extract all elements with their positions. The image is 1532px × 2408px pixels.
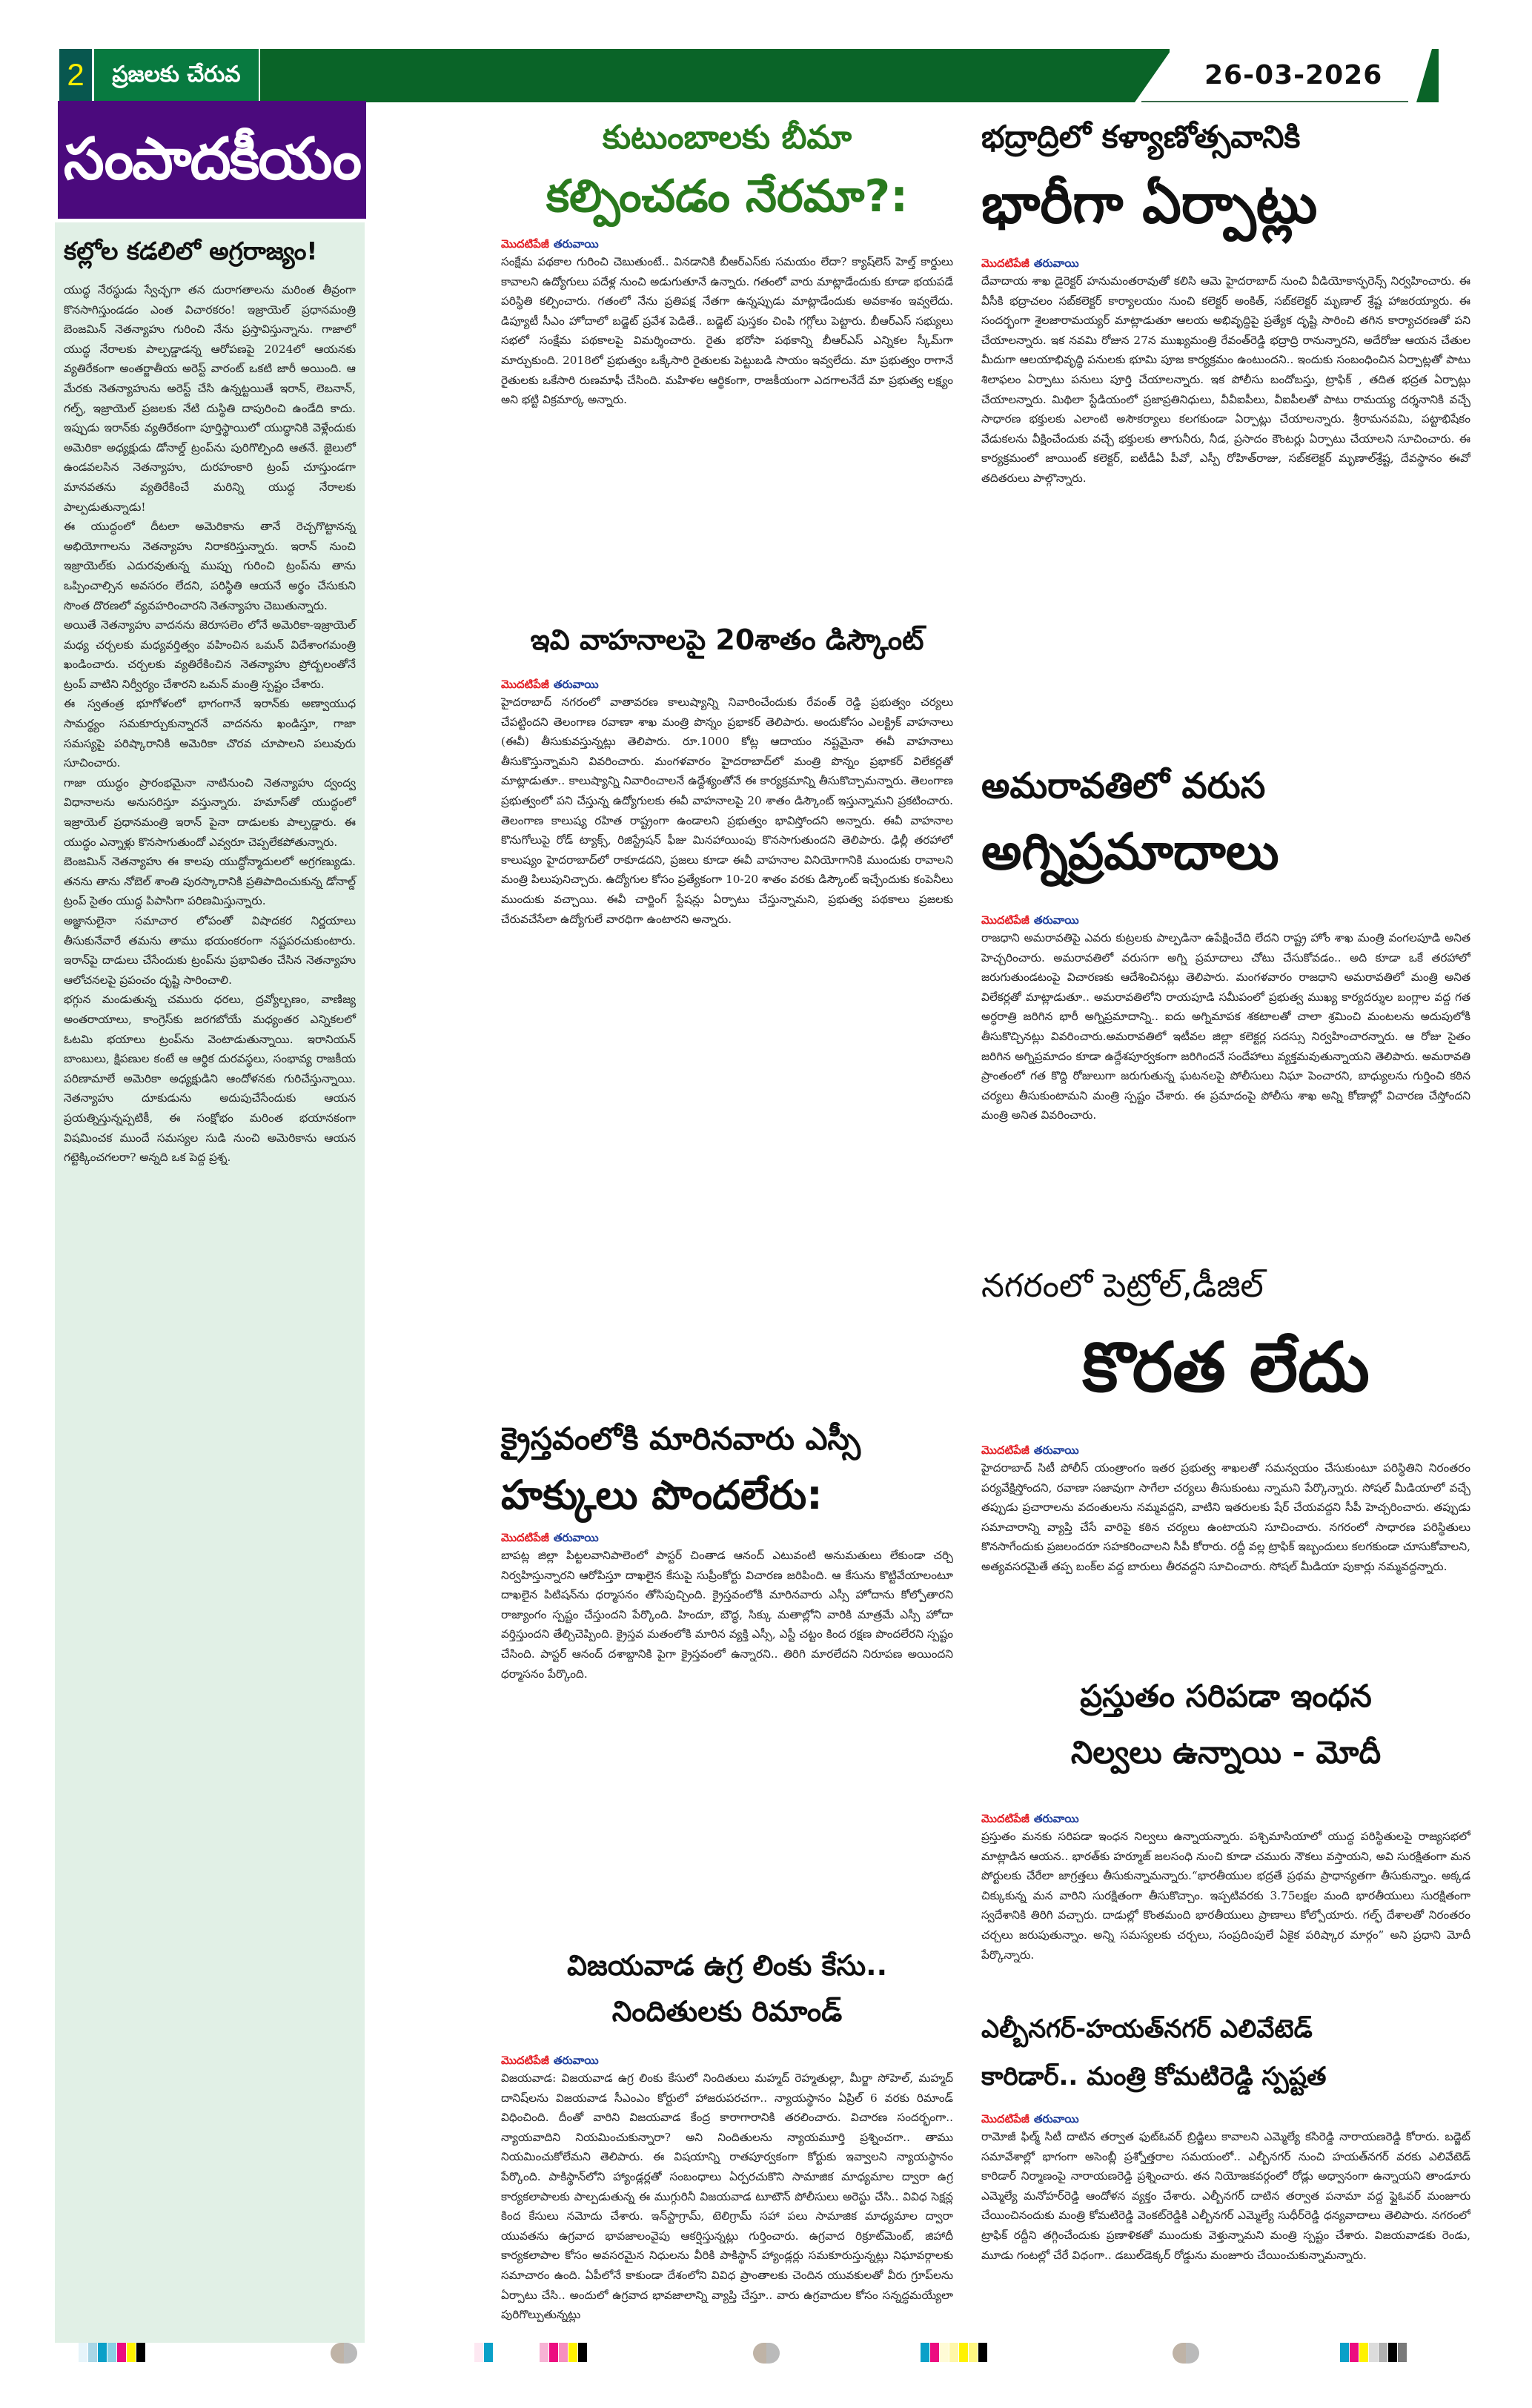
headline-vijayawada-1: విజయవాడ ఉగ్ర లింకు కేసు.. — [566, 1949, 888, 1982]
article-modi-fuel — [981, 1668, 1470, 2005]
article-body: రామోజీ ఫిల్మ్ సిటీ దాటిన తర్వాత ఫుట్‌ఓవర్ బ్రిడ్జిలు కావాలని ఎమ్మెల్యే కసిరెడ్డి నారాయణరెడ్డి కోరారు. బడ్జెట్ సమావేశాల్లో భాగంగా అసెంబ్లీ ప్రశ్నోత్తరాల సమయంలో.. ఎల్బీనగర్ నుంచి హయత్‌నగర్ వరకు ఎలివేటెడ్ కారిడార్ నిర్మాణంపై నారాయణరెడ్డి ప్రశ్నించారు. తన నియోజకవర్గంలో రోడ్లు అధ్వానంగా ఉన్నాయని తాండూరు ఎమ్మెల్యే మనోహర్‌రెడ్డి ఆందోళన వ్యక్తం చేశారు. ఎల్బీనగర్ దాటిన తర్వాత పనామా వద్ద ఫ్లైఓవర్ మంజూరు చేయించినందుకు మంత్రి కోమటిరెడ్డి వెంకట్‌రెడ్డికి ఎల్బీనగర్ ఎమ్మెల్యే సుధీర్‌రెడ్డి ధన్యవాదాలు తెలిపారు. నగరంలో ట్రాఫిక్ రద్దీని తగ్గించేందుకు ప్రణాళికతో ముందుకు వెళ్తున్నామని మంత్రి స్పష్టం చేశారు. విజయవాడకు రెండు, మూడు గంటల్లో చేరే విధంగా.. డబుల్‌డెక్కర్ రోడ్డును మంజూరు చేయించుకున్నామన్నారు. — [981, 2130, 1470, 2262]
headline-insurance-1: కుటుంబాలకు బీమా — [602, 119, 852, 156]
editorial-paragraph: ఈ స్వతంత్ర భూగోళంలో భాగంగానే ఇరాన్‌కు అణ్వాయుధ సామర్థ్యం సమకూర్చుకున్నారనే వాదనను ఖండిస్తూ, గాజా సమస్యపై పరిష్కారానికి అమెరికా చొరవ చూపాలని పలువురు సూచించారు. — [64, 697, 356, 770]
byline-continued: తరువాయి — [553, 678, 599, 691]
editorial-paragraph: బెంజమిన్ నెతన్యాహు ఈ కాలపు యుద్ధోన్మాదులలో అగ్రగణ్యుడు. తనను తాను నోబెల్ శాంతి పురస్కారానికి ప్రతిపాదించుకున్న డోనాల్డ్ ట్రంప్ సైతం యుద్ధ పిపాసిగా పరిణమిస్తున్నారు. — [64, 855, 356, 908]
headline-christianity-1: క్రైస్తవంలోకి మారినవారు ఎస్సీ — [501, 1420, 861, 1457]
color-registration-strip — [1340, 2343, 1407, 2364]
color-swatch — [940, 2343, 949, 2362]
byline — [981, 912, 1470, 928]
byline — [981, 255, 1470, 271]
headline-bhadradri-2: భారీగా ఏర్పాట్లు — [981, 172, 1318, 236]
byline-continued: తరువాయి — [1033, 913, 1079, 927]
color-swatch — [1340, 2343, 1349, 2362]
byline — [981, 1442, 1470, 1458]
color-swatch — [930, 2343, 939, 2362]
article-bhadradri — [981, 111, 1470, 701]
color-swatch — [127, 2343, 136, 2362]
color-swatch — [474, 2343, 483, 2362]
headline-fuel-2: కొరత లేదు — [1082, 1328, 1370, 1407]
color-registration-strip — [79, 2343, 146, 2364]
editorial-paragraph: ఈ యుద్ధంలో దీటలా అమెరికాను తానే రెచ్చగొట్టానన్న అభియోగాలను నెతన్యాహు నిరాకరిస్తున్నారు. ఇరాన్ నుంచి ఇజ్రాయెల్‌కు ఎదురవుతున్న ముప్పు గురించి ట్రంప్‌ను తాను ఒప్పించాల్సిన అవసరం లేదని, పరిస్థితి ఆయనే అర్థం చేసుకుని సొంత దొరణలో వ్యవహరించారని నెతన్యాహు చెబుతున్నారు. — [64, 520, 356, 612]
color-swatch — [568, 2343, 577, 2362]
article-body: హైదరాబాద్ నగరంలో వాతావరణ కాలుష్యాన్ని నివారించేందుకు రేవంత్ రెడ్డి ప్రభుత్వం చర్యలు చేపట్టిందని తెలంగాణ రవాణా శాఖ మంత్రి పొన్నం ప్రభాకర్ తెలిపారు. అందుకోసం ఎలక్ట్రిక్ వాహనాలు (ఈవీ) తీసుకువస్తున్నట్లు తెలిపారు. రూ.1000 కోట్ల ఆదాయం నష్టమైనా ఈవీ వాహనాలు తీసుకొస్తున్నామని వివరించారు. మంగళవారం హైదరాబాద్‌లో మంత్రి పొన్నం ప్రభాకర్ విలేకర్లతో మాట్లాడుతూ.. కాలుష్యాన్ని నివారించాలనే ఉద్దేశ్యంతోనే ఈ కార్యక్రమాన్ని తీసుకొచ్చామన్నారు. తెలంగాణ ప్రభుత్వంలో పని చేస్తున్న ఉద్యోగులకు ఈవీ వాహనాలపై 20 శాతం డిస్కౌంట్ ఇస్తున్నామని ప్రకటించారు. తెలంగాణ కాలుష్య రహిత రాష్ట్రంగా ఉండాలని ప్రభుత్వం భావిస్తోందని అన్నారు. ఈవీ వాహనాల కొనుగోలుపై రోడ్ ట్యాక్స్, రిజిస్ట్రేషన్ ఫీజు మినహాయింపు కొనసాగుతుందని తెలిపారు. ఢిల్లీ తరహాలో కాలుష్యం హైదరాబాద్‌లో రాకూడదని, ప్రజలు కూడా ఈవీ వాహనాల వినియోగానికి ముందుకు రావాలని మంత్రి పిలుపునిచ్చారు. ఉద్యోగుల కోసం ప్రత్యేకంగా 10-20 శాతం వరకు డిస్కౌంట్ ఇచ్చేందుకు కంపెనీలు ముందుకు వచ్చాయి. ఈవీ చార్జింగ్ స్టేషన్లు ఏర్పాటు చేస్తున్నామని, ప్రభుత్వ పథకాలు ప్రజలకు చేరువచేసేలా ఉద్యోగులే వారధిగా ఉంటారని అన్నారు. — [501, 695, 953, 926]
byline-first-page: మొదటిపేజీ — [981, 1812, 1029, 1825]
byline-continued: తరువాయి — [1033, 2112, 1079, 2126]
editorial-paragraph: గాజా యుద్ధం ప్రారంభమైనా నాటినుంచి నెతన్యాహు ద్వంద్వ విధానాలను అనుసరిస్తూ వస్తున్నారు. హమాస్‌తో యుద్ధంలో ఇజ్రాయెల్ ప్రధానమంత్రి ఇరాన్ పైనా దాడులకు పాల్పడ్డారు. ఈ యుద్ధం ఎన్నాళ్లు కొనసాగుతుందో ఎవ్వరూ చెప్పలేకపోతున్నారు. — [64, 775, 356, 849]
color-swatch — [136, 2343, 145, 2362]
color-swatch — [107, 2343, 116, 2362]
color-registration-strip — [540, 2343, 588, 2364]
color-swatch — [949, 2343, 958, 2362]
article-insurance — [501, 111, 953, 623]
article-christianity — [501, 1412, 953, 1872]
editorial-body — [64, 280, 356, 1168]
article-fuel-shortage — [981, 1257, 1470, 1658]
byline-first-page: మొదటిపేజీ — [501, 678, 549, 691]
byline — [501, 2052, 953, 2068]
date-underline — [1141, 101, 1408, 102]
article-body: హైదరాబాద్ సిటీ పోలీస్ యంత్రాంగం ఇతర ప్రభుత్వ శాఖలతో సమన్వయం చేసుకుంటూ పరిస్థితిని నిరంతరం పర్యవేక్షిస్తోందని, రవాణా సజావుగా సాగేలా చర్యలు తీసుకుంటు న్నామని పేర్కొన్నారు. సోషల్ మీడియాలో వచ్చే తప్పుడు ప్రచారాలను వదంతులను నమ్మవద్దని, వాటిని ఇతరులకు షేర్ చేయవద్దని సీపీ హెచ్చరించారు. తప్పుడు సమాచారాన్ని వ్యాప్తి చేసే వారిపై కఠిన చర్యలు ఉంటాయని సూచించారు. నగరంలో సాధారణ పరిస్థితులు కొనసాగేందుకు ప్రజలందరూ సహకరించాలని సీపీ కోరారు. రద్దీ వల్ల ట్రాఫిక్ ఇబ్బందులు కలగకుండా చూసుకోవాలని, అత్యవసరమైతే తప్ప బంక్‌ల వద్ద బారులు తీరవద్దని సూచించారు. సోషల్ మీడియా పుకార్లు నమ్మవద్దన్నారు. — [981, 1461, 1470, 1573]
editorial-banner: సంపాదకీయం — [58, 101, 366, 219]
byline-first-page: మొదటిపేజీ — [981, 913, 1029, 927]
article-body: సంక్షేమ పథకాల గురించి చెబుతుంటే.. వినడానికి బీఆర్‌ఎస్‌కు సమయం లేదా? క్యాష్‌లెస్ హెల్త్ కార్డులు కావాలని ఉద్యోగులు పదేళ్ల నుంచి అడుగుతూనే ఉన్నారు. గతంలో వారు మాట్లాడేందుకు కూడా భయపడే పరిస్థితి కల్పించారు. గతంలో నేను ప్రతిపక్ష నేతగా ఉన్నప్పుడు మాట్లాడేందుకు అవకాశం ఇవ్వలేదు. డిప్యూటీ సీఎం హోదాలో బడ్జెట్ ప్రవేశ పెడితే.. బడ్జెట్ పుస్తకం చింపి గగ్గోలు పెట్టారు. బీఆర్‌ఎస్ సభ్యులు సభలో సంక్షేమ పథకాలపై విమర్శించారు. రైతు భరోసా పథకాన్ని బీఆర్‌ఎస్ ఎన్నికల స్కీమ్‌గా మార్చుకుంది. 2018లో ప్రభుత్వం ఒక్కేసారి రైతులకు పెట్టుబడి సాయం ఇవ్వలేదు. మా ప్రభుత్వం రాగానే రైతులకు ఒకేసారి రుణమాఫీ చేసింది. మహిళల ఆర్థికంగా, రాజకీయంగా ఎదగాలనేదే మా ప్రభుత్వ లక్ష్యం అని భట్టి విక్రమార్క అన్నారు. — [501, 255, 953, 407]
headline-vijayawada-2: నిందితులకు రిమాండ్ — [611, 1995, 843, 2028]
color-registration-strip — [921, 2343, 988, 2364]
byline-first-page: మొదటిపేజీ — [981, 2112, 1029, 2126]
editorial-title: కల్లోల కడలిలో అగ్రరాజ్యం! — [64, 236, 318, 265]
color-swatch — [959, 2343, 968, 2362]
byline — [981, 2111, 1470, 2127]
editorial-paragraph: యుద్ధ నేరస్థుడు స్వేచ్ఛగా తన దురాగతాలను మరింత తీవ్రంగా కొనసాగిస్తుండడం ఎంత విచారకరం! ఇజ్రాయెల్ ప్రధానమంత్రి బెంజమిన్ నెతన్యాహు గురించి నేను ప్రస్తావిస్తున్నాను. గాజాలో యుద్ధ నేరాలకు పాల్పడ్డాడన్న ఆరోపణపై 2024లో ఆయనకు వ్యతిరేకంగా అంతర్జాతీయ అరెస్ట్ వారంట్ ఒకటి జారీ అయింది. ఆ మేరకు నెతన్యాహును అరెస్ట్ చేసి ఉన్నట్టయితే ఇరాన్, లెబనాన్, గల్ఫ్, ఇజ్రాయెల్ ప్రజలకు నేటి దుస్థితి దాపురించి ఉండేది కాదు. ఇప్పుడు ఇరాన్‌కు వ్యతిరేకంగా పూర్తిస్థాయిలో యుద్ధానికి వెళ్లేందుకు అమెరికా అధ్యక్షుడు డోనాల్డ్ ట్రంప్‌ను పురిగొల్పింది ఆతనే. జైలులో ఉండవలసిన నెతన్యాహు, దురహంకారి ట్రంప్ చూస్తుండగా మానవతను వ్యతిరేకించే మరిన్ని యుద్ధ నేరాలకు పాల్పడుతున్నాడు! — [64, 283, 356, 514]
color-swatch — [921, 2343, 929, 2362]
color-swatch — [484, 2343, 493, 2362]
byline-first-page: మొదటిపేజీ — [501, 237, 549, 251]
headline-fuel-1: నగరంలో పెట్రోల్,డీజిల్ — [981, 1267, 1264, 1305]
color-swatch — [1398, 2343, 1407, 2362]
byline — [501, 1529, 953, 1546]
headline-ev-discount: ఇవి వాహనాలపై 20శాతం డిస్కౌంట్ — [530, 624, 924, 656]
color-swatch — [1388, 2343, 1397, 2362]
byline — [981, 1810, 1470, 1827]
byline-first-page: మొదటిపేజీ — [501, 2054, 549, 2067]
color-swatch — [978, 2343, 987, 2362]
color-swatch — [1350, 2343, 1359, 2362]
byline-continued: తరువాయి — [1033, 1443, 1079, 1457]
byline-continued: తరువాయి — [553, 237, 599, 251]
byline-first-page: మొదటిపేజీ — [981, 257, 1029, 270]
headline-amaravati-2: అగ్నిప్రమాదాలు — [981, 823, 1279, 882]
headline-insurance-2: కల్పించడం నేరమా?: — [546, 171, 909, 222]
color-registration-strip — [474, 2343, 494, 2364]
color-swatch — [79, 2343, 87, 2362]
color-swatch — [117, 2343, 126, 2362]
color-swatch — [549, 2343, 558, 2362]
color-swatch — [559, 2343, 568, 2362]
color-swatch — [540, 2343, 548, 2362]
registration-dot — [331, 2343, 357, 2364]
page-number: 2 — [59, 49, 92, 101]
byline-continued: తరువాయి — [1033, 1812, 1079, 1825]
byline-continued: తరువాయి — [553, 2054, 599, 2067]
color-swatch — [1359, 2343, 1368, 2362]
byline-continued: తరువాయి — [1033, 257, 1079, 270]
headline-lbnagar-2: కారిడార్.. మంత్రి కోమటిరెడ్డి స్పష్టత — [981, 2062, 1327, 2091]
article-amaravati — [981, 756, 1470, 1254]
article-ev-discount — [501, 615, 953, 1434]
headline-amaravati-1: అమరావతిలో వరుస — [981, 765, 1266, 807]
masthead-green-bar — [260, 49, 1170, 102]
editorial-paragraph: అజ్ఞానులైనా సమాచార లోపంతో విషాదకర నిర్ణయాలు తీసుకునేవారే తమను తాము భయంకరంగా నష్టపరచుకుంటారు. ఇరాన్‌పై దాడులు చేసేందుకు ట్రంప్‌ను ప్రభావితం చేసిన నెతన్యాహు ఆలోచనలపై ప్రపంచం దృష్టి సారించాలి. — [64, 914, 356, 987]
registration-dot — [753, 2343, 780, 2364]
editorial-paragraph: అయితే నెతన్యాహు వాదనను జెరూసలెం లోనే అమెరికా-ఇజ్రాయెల్ మధ్య చర్చలకు మధ్యవర్తిత్వం వహించిన ఒమన్ విదేశాంగమంత్రి ఖండించారు. చర్చలకు వ్యతిరేకించిన నెతన్యాహు ప్రోద్బలంతోనే ట్రంప్ వాటిని నిర్వీర్యం చేశారని ఒమన్ మంత్రి స్పష్టం చేశారు. — [64, 618, 356, 691]
byline — [501, 236, 953, 252]
byline-continued: తరువాయి — [553, 1531, 599, 1544]
article-body: విజయవాడ: విజయవాడ ఉగ్ర లింకు కేసులో నిందితులు మహ్మద్ రెహ్మతుల్లా, మీర్జా సోహెల్, మహ్మద్ దానిష్‌లను విజయవాడ సీఎంఎం కోర్టులో హాజరుపరచగా.. న్యాయస్థానం ఏప్రిల్ 6 వరకు రిమాండ్ విధించింది. దీంతో వారిని విజయవాడ కేంద్ర కారాగారానికి తరలించారు. విచారణ సందర్భంగా.. న్యాయవాదిని నియమించుకున్నారా? అని నిందితులను న్యాయమూర్తి ప్రశ్నించగా.. తాము నియమించుకోలేమని తెలిపారు. ఈ విషయాన్ని రాతపూర్వకంగా కోర్టుకు ఇవ్వాలని న్యాయస్థానం పేర్కొంది. పాకిస్థాన్‌లోని హ్యాండ్లర్లతో సంబంధాలు ఏర్పరచుకొని సామాజిక మాధ్యమాల ద్వారా ఉగ్ర కార్యకలాపాలకు పాల్పడుతున్న ఈ ముగ్గురినీ విజయవాడ టూటౌన్ పోలీసులు అరెస్టు చేసి.. వివిధ సెక్షన్ల కింద కేసులు నమోదు చేశారు. ఇన్‌స్టాగ్రామ్, టెలిగ్రామ్ సహా పలు సామాజిక మాధ్యమాల ద్వారా యువతను ఉగ్రవాద భావజాలంవైపు ఆకర్షిస్తున్నట్లు గుర్తించారు. ఉగ్రవాద రిక్రూట్‌మెంట్, జిహాదీ కార్యకలాపాల కోసం అవసరమైన నిధులను వీరికి పాకిస్థాన్ హ్యాండ్లర్లు సమకూరుస్తున్నట్లు నిఘావర్గాలకు సమాచారం ఉంది. ఏపీలోనే కాకుండా దేశంలోని వివిధ ప్రాంతాలకు చెందిన యువకులతో వీరు గ్రూప్‌లను ఏర్పాటు చేసి.. అందులో ఉగ్రవాద భావజాలాన్ని వ్యాప్తి చేస్తూ.. వారు ఉగ్రవాదుల కోసం సన్నద్ధమయ్యేలా పురిగొల్పుతున్నట్లు — [501, 2071, 953, 2322]
headline-christianity-2: హక్కులు పొందలేరు: — [501, 1472, 823, 1518]
headline-lbnagar-1: ఎల్బీనగర్-హయత్‌నగర్ ఎలివేటెడ్ — [981, 2014, 1313, 2044]
article-body: ప్రస్తుతం మనకు సరిపడా ఇంధన నిల్వలు ఉన్నాయన్నారు. పశ్చిమాసియాలో యుద్ధ పరిస్థితులపై రాజ్యసభలో మాట్లాడిన ఆయన.. భారత్‌కు హర్మూజ్ జలసంధి నుంచి కూడా చమురు నౌకలు వస్తాయని, అవి సురక్షితంగా మన పోర్టులకు చేరేలా జాగ్రత్తలు తీసుకున్నామన్నారు.“భారతీయుల భద్రతే ప్రథమ ప్రాధాన్యతగా తీసుకున్నాం. అక్కడ చిక్కుకున్న మన వారిని సురక్షితంగా తీసుకొచ్చాం. ఇప్పటివరకు 3.75లక్షల మంది భారతీయులు సురక్షితంగా స్వదేశానికి తిరిగి వచ్చారు. దాడుల్లో కొంతమంది భారతీయులు ప్రాణాలు కోల్పోయారు. గల్ఫ్ దేశాలతో నిరంతరం చర్చలు జరుపుతున్నాం. అన్ని సమస్యలకు చర్చలు, సంప్రదింపులే ఏకైక పరిష్కార మార్గం” అని ప్రధాని మోదీ పేర్కొన్నారు. — [981, 1830, 1470, 1962]
editorial-article — [55, 222, 365, 2343]
byline — [501, 676, 953, 692]
section-name: ప్రజలకు చేరువ — [94, 49, 259, 101]
byline-first-page: మొదటిపేజీ — [981, 1443, 1029, 1457]
color-swatch — [88, 2343, 97, 2362]
color-swatch — [578, 2343, 587, 2362]
article-body: రాజధాని అమరావతిపై ఎవరు కుట్రలకు పాల్పడినా ఉపేక్షించేది లేదని రాష్ట్ర హోం శాఖ మంత్రి వంగలపూడి అనిత హెచ్చరించారు. అమరావతిలో వరుసగా అగ్ని ప్రమాదాలు చోటు చేసుకోవడం.. అది కూడా ఒకే తరహాలో జరుగుతుండటంపై విచారణకు ఆదేశించినట్లు తెలిపారు. మంగళవారం రాజధాని అమరావతిలో మంత్రి అనిత విలేకర్లతో మాట్లాడుతూ.. అమరావతిలోని రాయపూడి సమీపంలో ప్రభుత్వ ముఖ్య కార్యదర్శుల బంగ్లాల వద్ద గత అర్ధరాత్రి జరిగిన భారీ అగ్నిప్రమాదాన్ని.. ఐదు అగ్నిమాపక శకటాలతో చాలా శ్రమించి మంటలను అదుపులోకి తీసుకొచ్చినట్లు వివరించారు.అమరావతిలో ఇటీవల జిల్లా కలెక్టర్ల సదస్సు నిర్వహించారన్నారు. ఆ రోజు సైతం జరిగిన అగ్నిప్రమాదం కూడా ఉద్దేశపూర్వకంగా జరిగిందనే సందేహాలు వ్యక్తమవుతున్నాయని తెలిపారు. అమరావతి ప్రాంతంలో గత కొద్ది రోజులుగా జరుగుతున్న ఘటనలపై పోలీసులు నిఘా పెంచారని, బాధ్యులను గుర్తించి కఠిన చర్యలు తీసుకుంటామని మంత్రి స్పష్టం చేశారు. ఈ ప్రమాదంపై పోలీసు శాఖ అన్ని కోణాల్లో విచారణ చేస్తోందని మంత్రి అనిత వివరించారు. — [981, 931, 1470, 1122]
masthead — [59, 49, 1454, 102]
editorial-paragraph: భగ్గున మండుతున్న చమురు ధరలు, ద్రవ్యోల్బణం, వాణిజ్య అంతరాయాలు, కాంగ్రెస్‌కు జరగబోయే మధ్యంతర ఎన్నికలలో ఓటమి భయాలు ట్రంప్‌ను వెంటాడుతున్నాయి. ఇరానియన్ బాంబులు, క్షిపణుల కంటే ఆ ఆర్థిక దురవస్థలు, సంభావ్య రాజకీయ పరిణామాలే అమెరికా అధ్యక్షుడిని ఆందోళనకు గురిచేస్తున్నాయి. నెతన్యాహు దూకుడును అదుపుచేసేందుకు ఆయన ప్రయత్నిస్తున్నప్పటికీ, ఈ సంక్షోభం మరింత భయానకంగా విషమించక ముందే సమస్యల సుడి నుంచి అమెరికాను ఆయన గట్టెక్కించగలరా? అన్నది ఒక పెద్ద ప్రశ్న. — [64, 993, 356, 1165]
issue-date: 26-03-2026 — [1204, 60, 1383, 90]
article-body: బాపట్ల జిల్లా పిట్టలవానిపాలెంలో పాస్టర్ చింతాడ ఆనంద్ ఎటువంటి అనుమతులు లేకుండా చర్చి నిర్వహిస్తున్నారని ఆరోపిస్తూ దాఖలైన కేసుపై సుప్రీంకోర్టు విచారణ జరిపింది. ఆ కేసును కొట్టివేయాలంటూ దాఖలైన పిటిషన్‌ను ధర్మాసనం తోసిపుచ్చింది. క్రైస్తవంలోకి మారినవారు ఎస్సీ హోదాను కోల్పోతారని రాజ్యాంగం స్పష్టం చేస్తుందని పేర్కొంది. హిందూ, బౌద్ధ, సిక్కు మతాల్లోని వారికి మాత్రమే ఎస్సీ హోదా వర్తిస్తుందని తేల్చిచెప్పింది. క్రైస్తవ మతంలోకి మారిన వ్యక్తి ఎస్సీ, ఎస్టీ చట్టం కింద రక్షణ పొందలేరని స్పష్టం చేసింది. పాస్టర్ ఆనంద్ దశాబ్దానికి పైగా క్రైస్తవంలో ఉన్నారని.. తిరిగి మారలేదని నిరూపణ అయిందని ధర్మాసనం పేర్కొంది. — [501, 1549, 953, 1681]
headline-bhadradri-1: భద్రాద్రిలో కళ్యాణోత్సవానికి — [981, 119, 1301, 155]
registration-dot — [1173, 2343, 1199, 2364]
article-body: దేవాదాయ శాఖ డైరెక్టర్ హనుమంతరావుతో కలిసి ఆమె హైదరాబాద్ నుంచి వీడియోకాన్ఫరెన్స్ నిర్వహించారు. ఈ వీసీకి భద్రాచలం సబ్‌కలెక్టర్ కార్యాలయం నుంచి కలెక్టర్ అంకిత్, సబ్‌కలెక్టర్ మృణాల్ శ్రేష్ట హాజరయ్యారు. ఈ సందర్భంగా శైలజారామయ్యర్ మాట్లాడుతూ ఆలయ అభివృద్ధిపై ప్రత్యేక దృష్టి సారించి తగిన కార్యాచరణతో పని చేయాలన్నారు. ఇక నవమి రోజున 27న ముఖ్యమంత్రి రేవంత్‌రెడ్డి భద్రాద్రి రానున్నారని, అదేరోజు ఆయన చేతుల మీదుగా ఆలయాభివృద్ధి పనులకు భూమి పూజ కార్యక్రమం ఉంటుందని.. ఇందుకు సంబంధించిన ఏర్పాట్లతో పాటు శిలాఫలం ఏర్పాటు పనులు పూర్తి చేయాలన్నారు. ఇక పోలీసు బందోబస్తు, ట్రాఫిక్ , తదిత భద్రత ఏర్పాట్లు చేయాలన్నారు. మిథిలా స్టేడియంలో ప్రజాప్రతినిధులు, వీవీఐపీలు, వీఐపీలతో పాటు రామయ్య దర్శనానికి వచ్చే సాధారణ భక్తులకు ఎలాంటి అసౌకర్యాలు కలగకుండా ఏర్పాట్లు చేయాలన్నారు. శ్రీరామనవమి, పట్టాభిషేకం వేడుకలను వీక్షించేందుకు వచ్చే భక్తులకు తాగునీరు, నీడ, ప్రసాదం కౌంటర్లు ఏర్పాటు చేయాలని సూచించారు. ఈ కార్యక్రమంలో జాయింట్ కలెక్టర్, ఐటీడీఏ పీవో, ఎస్పీ రోహిత్‌రాజు, సబ్‌కలెక్టర్ మృణాల్‌శ్రేష్ట, దేవస్థానం ఈవో తదితరులు పాల్గొన్నారు. — [981, 274, 1470, 485]
article-lb-nagar — [981, 2005, 1470, 2320]
headline-modi-2: నిల్వలు ఉన్నాయి - మోదీ — [1070, 1734, 1382, 1770]
color-swatch — [1369, 2343, 1378, 2362]
color-swatch — [969, 2343, 978, 2362]
color-swatch — [1379, 2343, 1387, 2362]
article-vijayawada — [501, 1942, 953, 2365]
byline-first-page: మొదటిపేజీ — [501, 1531, 549, 1544]
color-swatch — [98, 2343, 107, 2362]
headline-modi-1: ప్రస్తుతం సరిపడా ఇంధన — [1080, 1678, 1372, 1714]
